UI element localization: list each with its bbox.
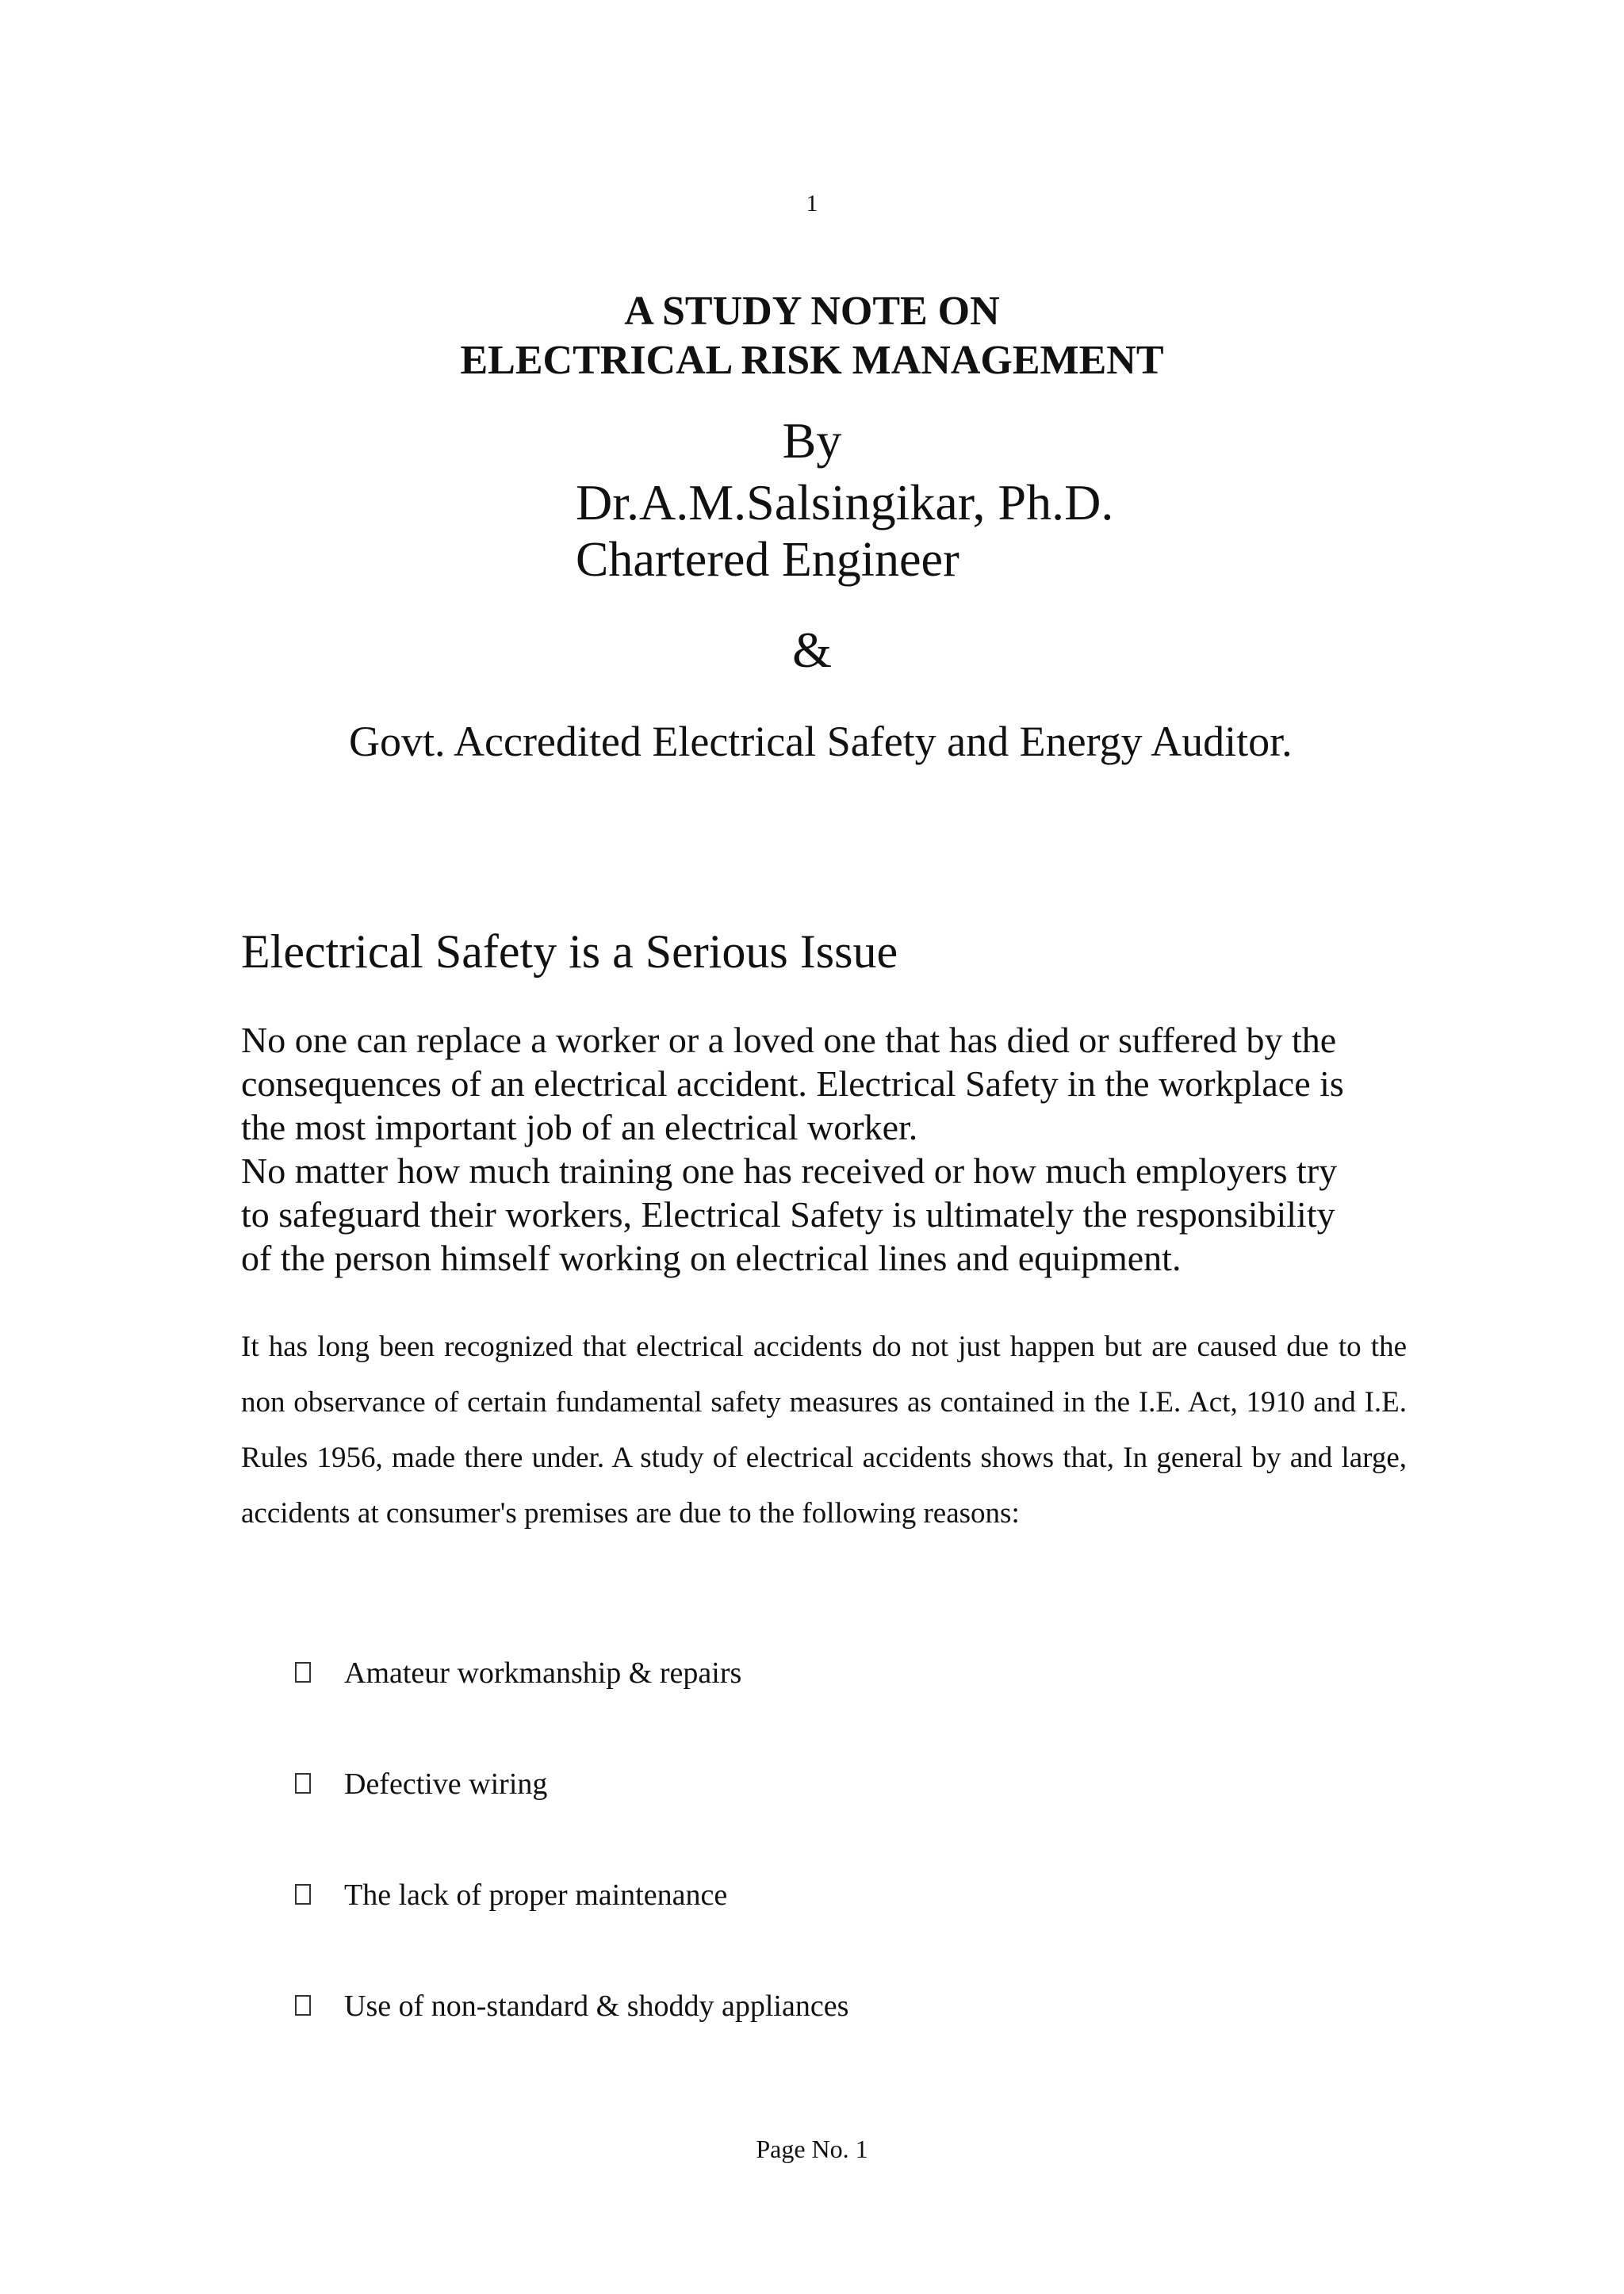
bullet-box-icon: [295, 1995, 311, 2016]
title-line-1: A STUDY NOTE ON: [624, 289, 1000, 334]
by-line: By: [782, 412, 842, 469]
reasons-list: [295, 1649, 848, 2093]
intro-line: No matter how much training one has received or how much employers try: [241, 1151, 1338, 1191]
section-heading: Electrical Safety is a Serious Issue: [241, 925, 898, 978]
bullet-box-icon: [295, 1773, 311, 1794]
bullet-box-icon: [295, 1662, 311, 1683]
list-item-text: Use of non-standard & shoddy appliances: [344, 1990, 849, 2023]
list-item: [295, 1649, 848, 1760]
intro-line: the most important job of an electrical worker.: [241, 1107, 918, 1147]
document-title: [0, 287, 1624, 385]
intro-text: [241, 1018, 1391, 1280]
title-line-2: ELECTRICAL RISK MANAGEMENT: [460, 338, 1164, 383]
page-number-top: 1: [806, 190, 818, 216]
bullet-box-icon: [295, 1884, 311, 1905]
list-item-text: Amateur workmanship & repairs: [344, 1656, 742, 1690]
author-accreditation: Govt. Accredited Electrical Safety and Energy Auditor.: [349, 718, 1293, 765]
ampersand: &: [792, 622, 832, 678]
intro-line: No one can replace a worker or a loved one that has died or suffered by the: [241, 1020, 1337, 1060]
list-item: [295, 1760, 848, 1871]
list-item-text: The lack of proper maintenance: [344, 1878, 728, 1912]
intro-line: to safeguard their workers, Electrical Safety is ultimately the responsibility: [241, 1194, 1335, 1235]
list-item-text: Defective wiring: [344, 1767, 548, 1801]
list-item: [295, 1982, 848, 2093]
page-footer: Page No. 1: [756, 2135, 868, 2163]
body-paragraph: It has long been recognized that electrical accidents do not just happen but are caused due to the non observance of certain fundamental safety measures as contained in the I.E. Act, 1910 and I.E. Rules 1956, made there under. A study of electrical accidents shows that, In general by and large, accidents at consumer's premises are due to the following reasons:: [241, 1331, 1407, 1530]
author-name: Dr.A.M.Salsingikar, Ph.D.: [576, 474, 1114, 530]
intro-line: of the person himself working on electrical lines and equipment.: [241, 1238, 1182, 1278]
intro-line: consequences of an electrical accident. Electrical Safety in the workplace is: [241, 1063, 1344, 1104]
list-item: [295, 1871, 848, 1982]
author-role: Chartered Engineer: [576, 533, 959, 587]
